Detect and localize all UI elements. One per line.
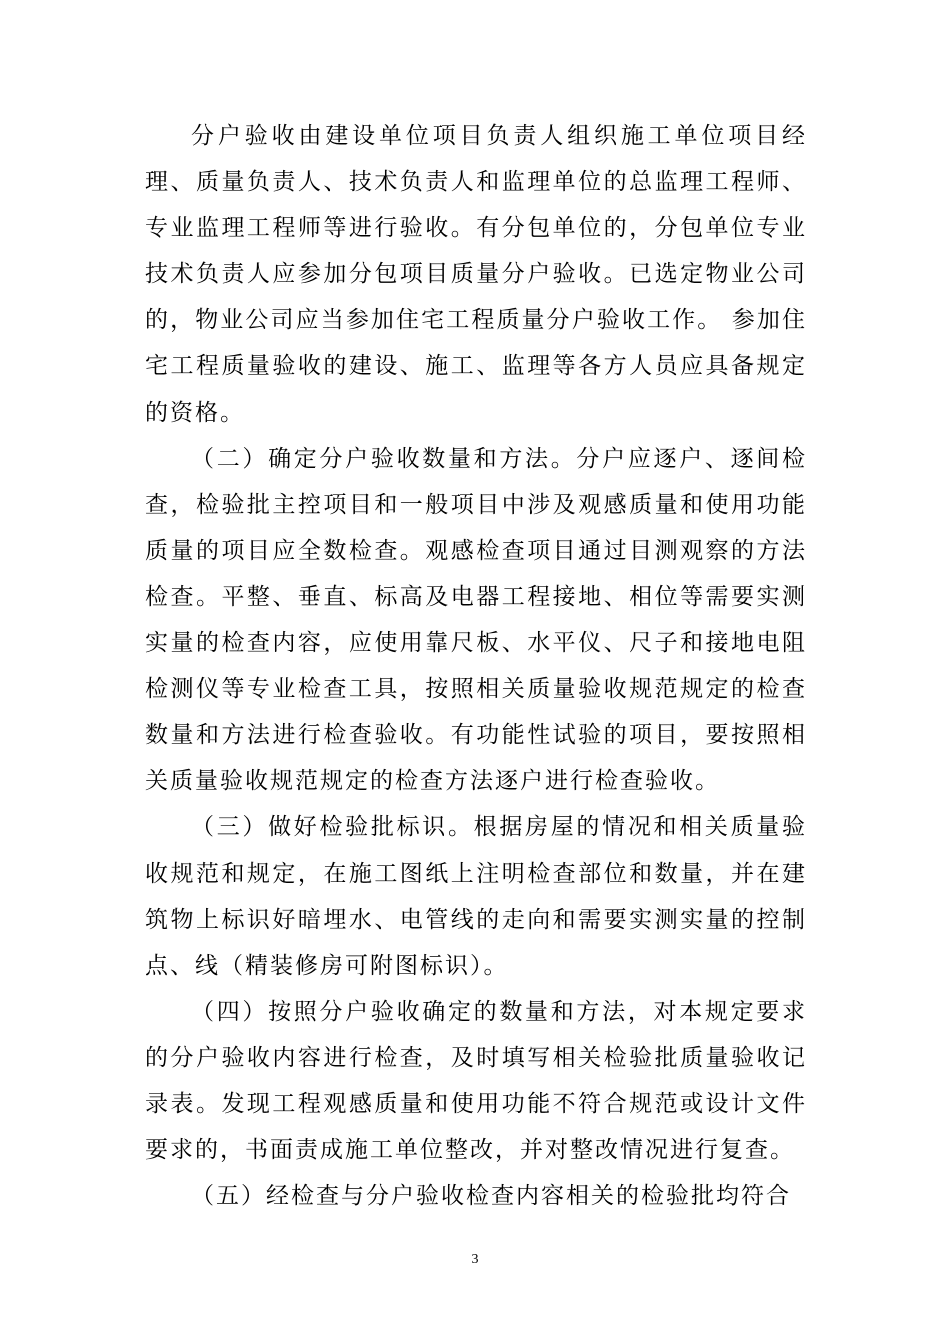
page-number: 3 <box>471 1252 479 1267</box>
paragraph-acceptance-organization: 分户验收由建设单位项目负责人组织施工单位项目经理、质量负责人、技术负责人和监理单位的总监理工程师、专业监理工程师等进行验收。有分包单位的，分包单位专业技术负责人应参加分包项目质量分户验收。已选定物业公司的，物业公司应当参加住宅工程质量分户验收工作。 参加住宅工程质量验收的建设、施工、监理等各方人员应具备规定的资格。 <box>145 123 807 426</box>
paragraph-compliance: （五）经检查与分户验收检查内容相关的检验批均符合 <box>191 1183 791 1210</box>
paragraph-inspection-and-records: （四）按照分户验收确定的数量和方法，对本规定要求的分户验收内容进行检查，及时填写相关检验批质量验收记录表。发现工程观感质量和使用功能不符合规范或设计文件要求的，书面责成施工单位整改，并对整改情况进行复查。 <box>145 998 807 1164</box>
paragraph-inspection-marking: （三）做好检验批标识。根据房屋的情况和相关质量验收规范和规定，在施工图纸上注明检查部位和数量，并在建筑物上标识好暗埋水、电管线的走向和需要实测实量的控制点、线（精装修房可附图标识）。 <box>145 814 807 979</box>
document-body <box>145 113 807 1219</box>
paragraph-quantity-and-method: （二）确定分户验收数量和方法。分户应逐户、逐间检查，检验批主控项目和一般项目中涉及观感质量和使用功能质量的项目应全数检查。观感检查项目通过目测观察的方法检查。平整、垂直、标高及电器工程接地、相位等需要实测实量的检查内容，应使用靠尺板、水平仪、尺子和接地电阻检测仪等专业检查工具，按照相关质量验收规范规定的检查数量和方法进行检查验收。有功能性试验的项目，要按照相关质量验收规范规定的检查方法逐户进行检查验收。 <box>145 445 807 795</box>
